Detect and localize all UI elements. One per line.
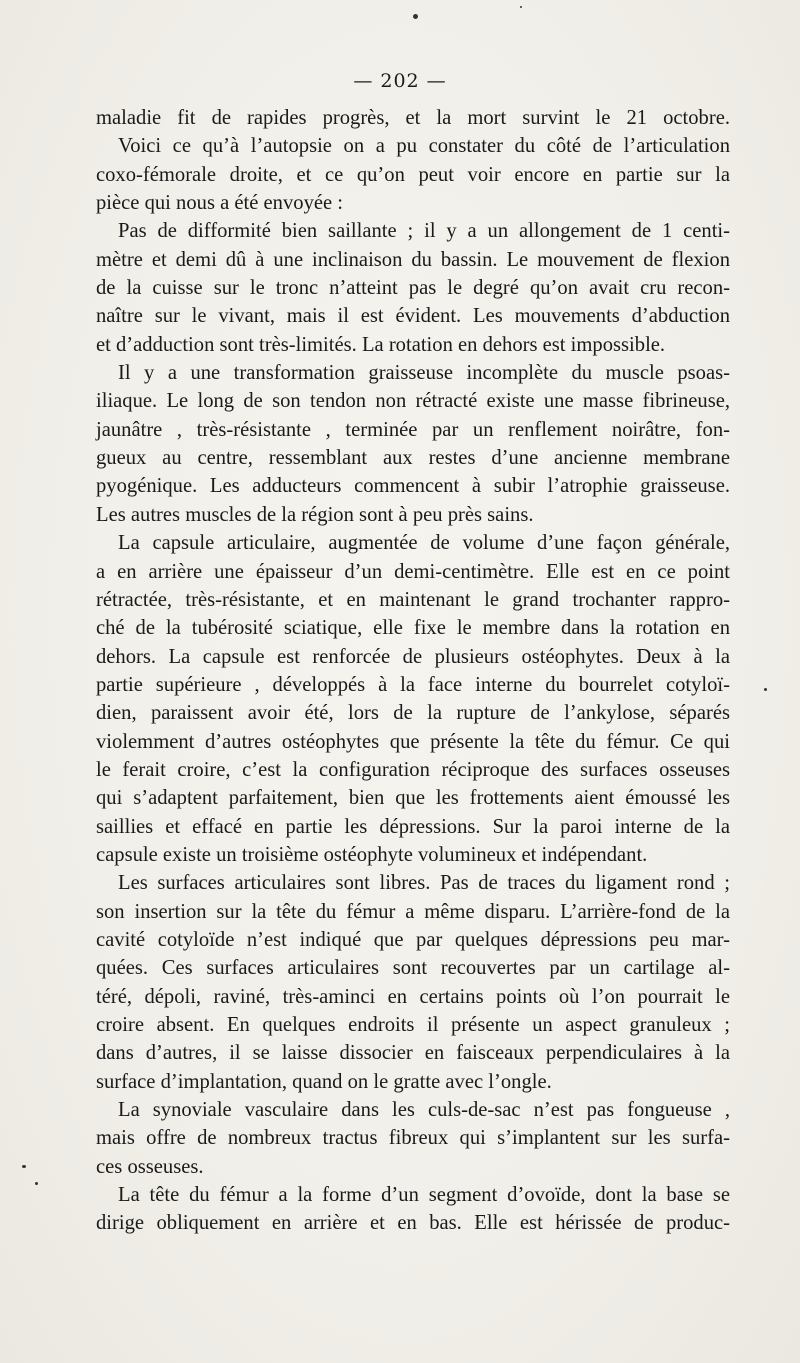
text-line: coxo-fémorale droite, et ce qu’on peut voir encore en partie sur la [96,163,730,186]
text-line: pièce qui nous a été envoyée : [96,192,344,215]
text-line: quées. Ces surfaces articulaires sont recouvertes par un cartilage al- [96,957,730,980]
text-line: mais offre de nombreux tractus fibreux qui s’implantent sur les surfa- [96,1127,730,1150]
text-line: a en arrière une épaisseur d’un demi-centimètre. Elle est en ce point [96,560,730,583]
print-speck [764,688,767,691]
print-speck [413,14,418,19]
text-line: gueux au centre, ressemblant aux restes d’une ancienne membrane [96,447,730,470]
text-line: ces osseuses. [96,1155,204,1178]
text-line: partie supérieure , développés à la face interne du bourrelet cotyloï- [96,673,730,696]
text-line: de la cuisse sur le tronc n’atteint pas le degré qu’on avait cru recon- [96,277,730,300]
text-line: La capsule articulaire, augmentée de volume d’une façon générale, [118,532,730,555]
text-line: La synoviale vasculaire dans les culs-de-sac n’est pas fongueuse , [118,1099,730,1122]
text-line: dirige obliquement en arrière et en bas. Elle est hérissée de produc- [96,1212,730,1235]
print-speck [520,6,522,8]
text-line: Voici ce qu’à l’autopsie on a pu constater du côté de l’articulation [118,135,730,158]
text-line: Les surfaces articulaires sont libres. Pas de traces du ligament rond ; [118,872,730,895]
text-line: pyogénique. Les adducteurs commencent à subir l’atrophie graisseuse. [96,475,730,498]
text-line: téré, dépoli, raviné, très-aminci en certains points où l’on pourrait le [96,985,730,1008]
text-line: jaunâtre , très-résistante , terminée par un renflement noirâtre, fon- [96,418,730,441]
page-number: — 202 — [353,70,447,92]
text-line: La tête du fémur a la forme d’un segment d’ovoïde, dont la base se [118,1184,730,1207]
print-speck [35,1182,38,1185]
text-line: son insertion sur la tête du fémur a même disparu. L’arrière-fond de la [96,900,730,923]
text-line: naître sur le vivant, mais il est évident. Les mouvements d’abduction [96,305,730,328]
text-line: Les autres muscles de la région sont à peu près sains. [96,503,534,526]
print-speck [22,1165,26,1168]
body-text [96,104,730,1238]
text-line: rétractée, très-résistante, et en maintenant le grand trochanter rappro- [96,588,730,611]
text-line: saillies et effacé en partie les dépressions. Sur la paroi interne de la [96,815,730,838]
text-line: Pas de difformité bien saillante ; il y a un allongement de 1 centi- [118,220,730,243]
text-line: violemment d’autres ostéophytes que présente la tête du fémur. Ce qui [96,730,730,753]
text-line: ché de la tubérosité sciatique, elle fixe le membre dans la rotation en [96,617,730,640]
text-line: surface d’implantation, quand on le gratte avec l’ongle. [96,1070,552,1093]
text-line: iliaque. Le long de son tendon non rétracté existe une masse fibrineuse, [96,390,730,413]
text-line: croire absent. En quelques endroits il présente un aspect granuleux ; [96,1014,730,1036]
text-line: qui s’adaptent parfaitement, bien que les frottements aient émoussé les [96,787,730,810]
text-line: dans d’autres, il se laisse dissocier en faisceaux perpendiculaires à la [96,1042,730,1065]
text-line: mètre et demi dû à une inclinaison du bassin. Le mouvement de flexion [96,248,730,271]
text-line: cavité cotyloïde n’est indiqué que par quelques dépressions peu mar- [96,928,730,951]
text-line: capsule existe un troisième ostéophyte volumineux et indépendant. [96,843,648,866]
text-line: dien, paraissent avoir été, lors de la rupture de l’ankylose, séparés [96,702,730,725]
text-line: le ferait croire, c’est la configuration réciproque des surfaces osseuses [96,758,730,781]
text-line: dehors. La capsule est renforcée de plusieurs ostéophytes. Deux à la [96,645,730,668]
text-line: maladie fit de rapides progrès, et la mort survint le 21 octobre. [96,107,730,129]
text-line: et d’adduction sont très-limités. La rotation en dehors est impossible. [96,333,666,356]
text-line: Il y a une transformation graisseuse incomplète du muscle psoas- [118,362,730,385]
